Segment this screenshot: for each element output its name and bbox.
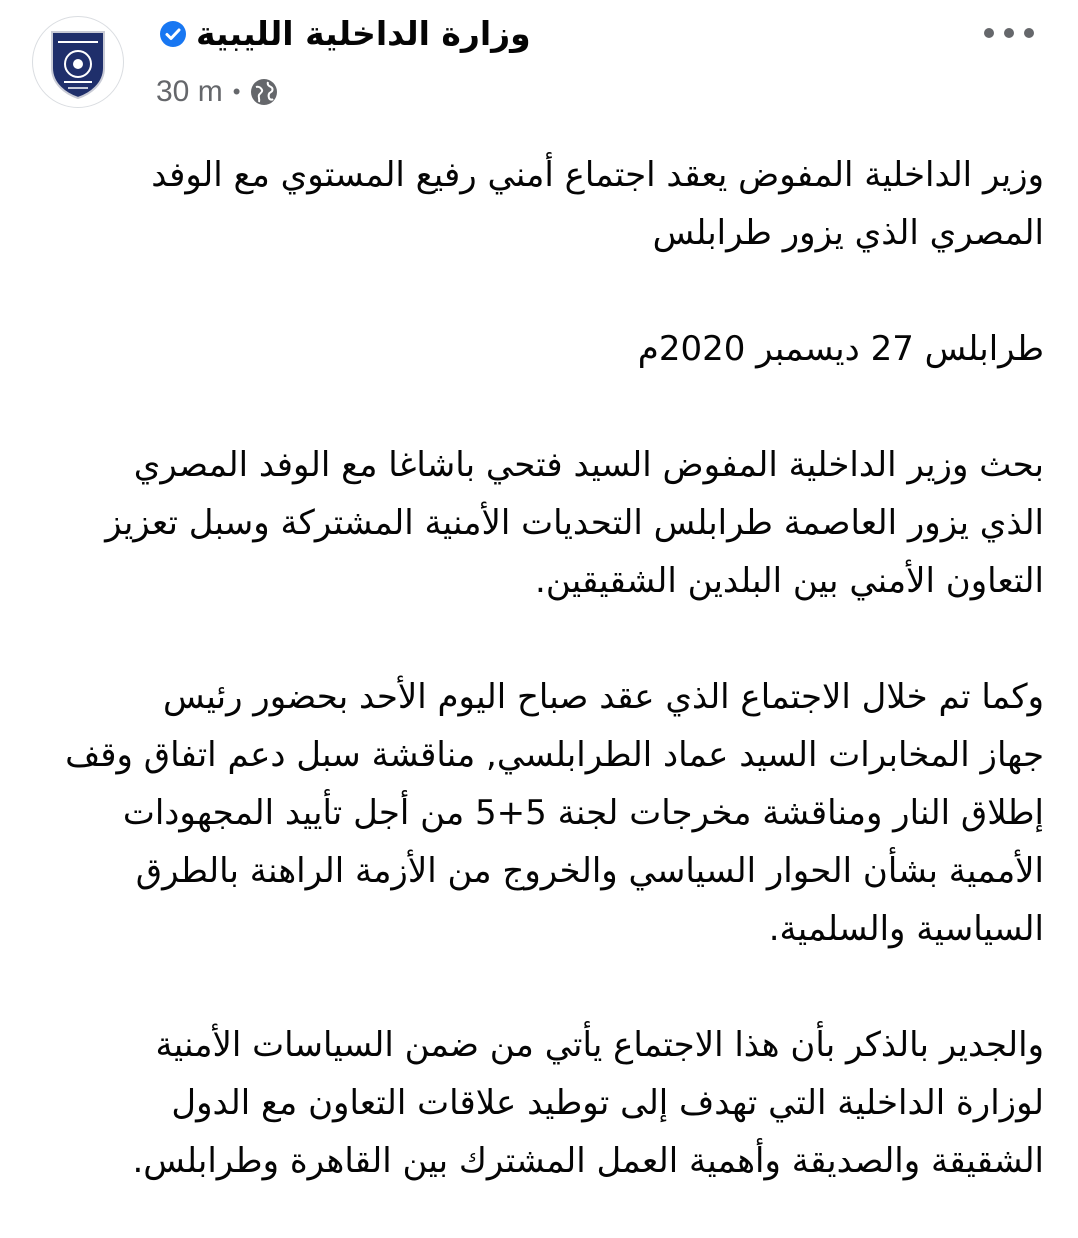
meta-separator: •: [232, 79, 241, 104]
post-paragraph: بحث وزير الداخلية المفوض السيد فتحي باشاغا مع الوفد المصري الذي يزور العاصمة طرابلس التحديات الأمنية المشتركة وسبل تعزيز التعاون الأمني بين البلدين الشقيقين.: [105, 445, 1044, 601]
more-dot: [1024, 28, 1034, 38]
post-dateline: طرابلس 27 ديسمبر 2020م: [637, 329, 1044, 369]
more-dot: [1004, 28, 1014, 38]
post-timestamp[interactable]: 30 m: [156, 75, 223, 108]
post-headline: وزير الداخلية المفوض يعقد اجتماع أمني رفيع المستوي مع الوفد المصري الذي يزور طرابلس: [151, 155, 1044, 253]
post-paragraph: والجدير بالذكر بأن هذا الاجتماع يأتي من ضمن السياسات الأمنية لوزارة الداخلية التي تهدف إلى توطيد علاقات التعاون مع الدول الشقيقة والصديقة وأهمية العمل المشترك بين القاهرة وطرابلس.: [132, 1025, 1044, 1181]
post-header: [0, 0, 1078, 120]
page-avatar[interactable]: [32, 16, 124, 108]
page-name[interactable]: [160, 12, 531, 56]
verified-badge-icon: [160, 21, 186, 47]
post-paragraph: وكما تم خلال الاجتماع الذي عقد صباح اليوم الأحد بحضور رئيس جهاز المخابرات السيد عماد الطرابلسي, مناقشة سبل دعم اتفاق وقف إطلاق النار ومناقشة مخرجات لجنة 5+5 من أجل تأييد المجهودات الأممية بشأن الحوار السياسي والخروج من الأزمة الراهنة بالطرق السياسية والسلمية.: [65, 677, 1044, 949]
ministry-emblem-icon: [38, 22, 118, 102]
page-name-text[interactable]: وزارة الداخلية الليبية: [196, 14, 531, 53]
more-dot: [984, 28, 994, 38]
globe-icon[interactable]: [250, 78, 278, 106]
post-meta: [156, 70, 278, 114]
more-options-icon[interactable]: [984, 18, 1034, 48]
post-body: [44, 146, 1044, 1190]
